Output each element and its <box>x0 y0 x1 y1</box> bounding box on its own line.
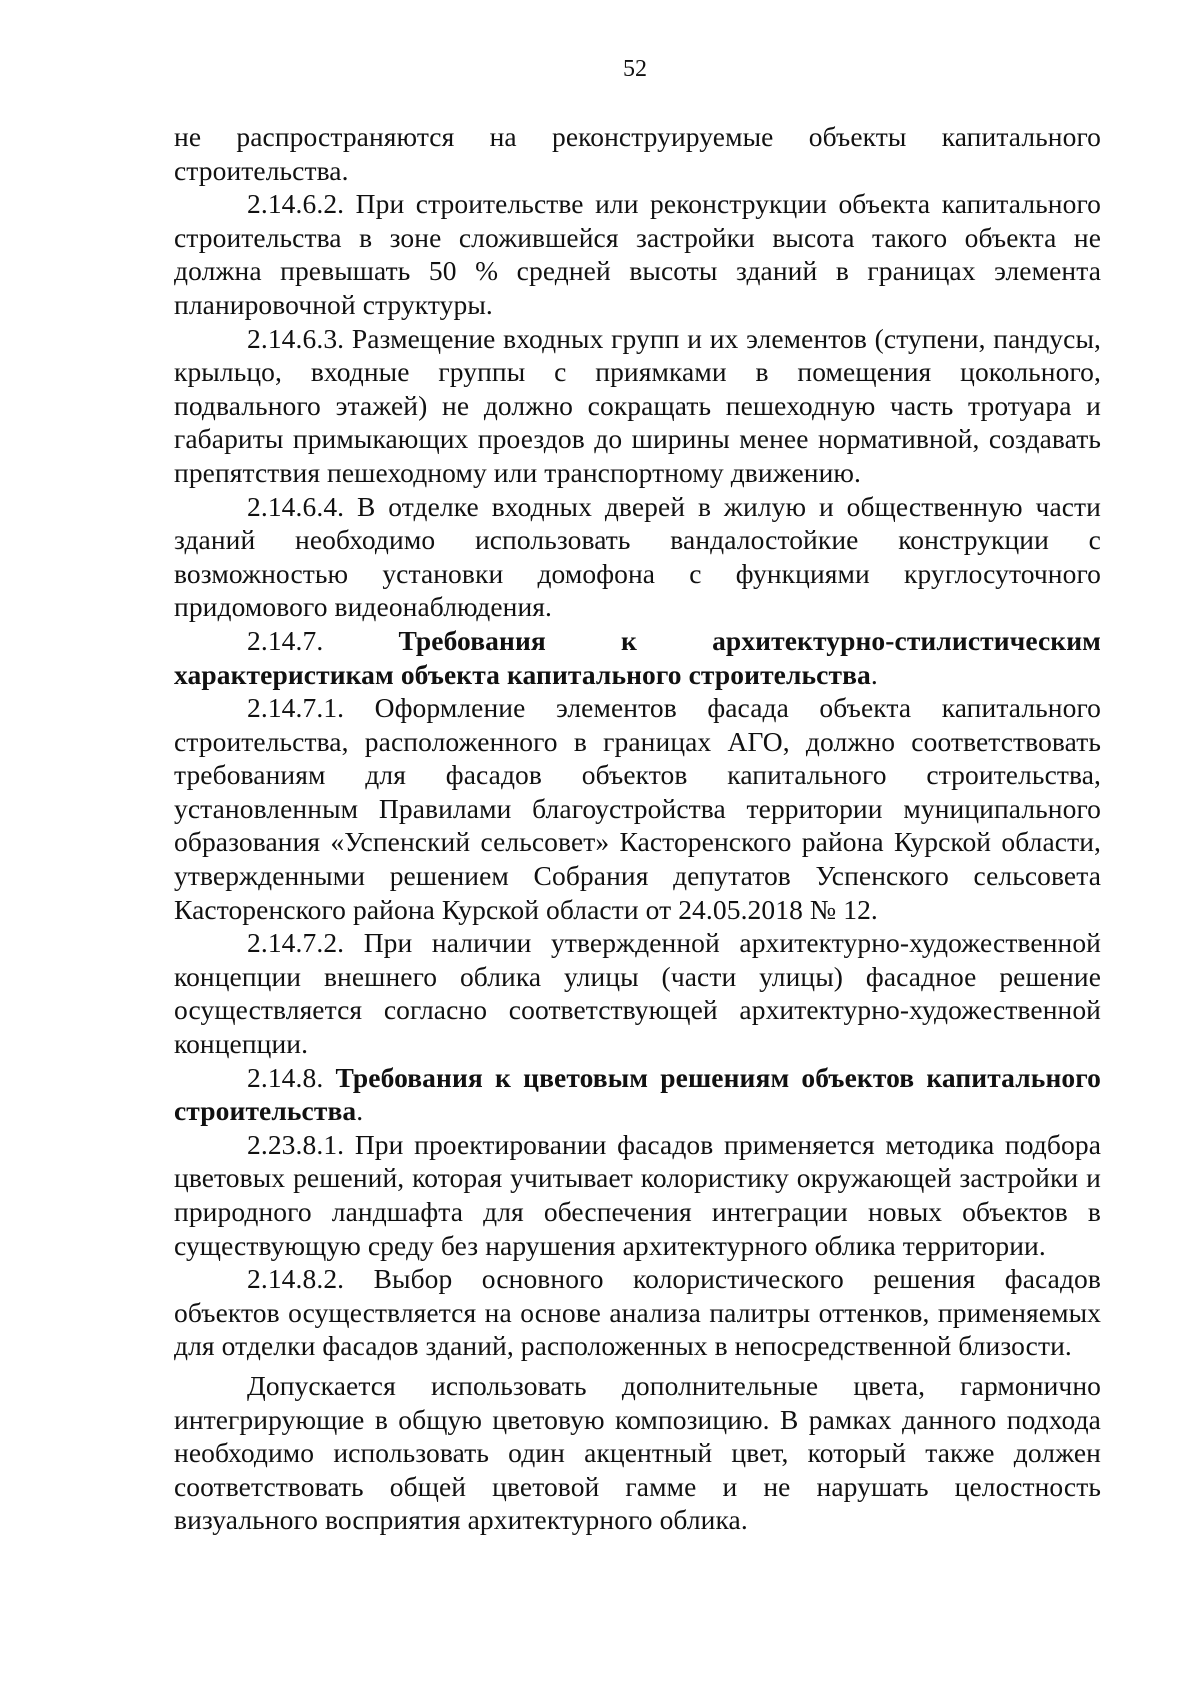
paragraph-2-23-8-1: 2.23.8.1. При проектировании фасадов применяется методика подбора цветовых решений, которая учитывает колористику окружающей застройки и природного ландшафта для обеспечения интеграции новых объектов в существующую среду без нарушения архитектурного облика территории. <box>174 1128 1101 1261</box>
section-heading-2-14-8 <box>174 1061 1101 1128</box>
section-title-end: . <box>870 658 878 690</box>
paragraph-2-14-7-2: 2.14.7.2. При наличии утвержденной архитектурно-художественной концепции внешнего облика улицы (части улицы) фасадное решение осуществляется согласно соответствующей архитектурно-художественной концепции. <box>174 927 1101 1060</box>
paragraph-2-14-6-4: 2.14.6.4. В отделке входных дверей в жилую и общественную части зданий необходимо использовать вандалостойкие конструкции с возможностью установки домофона с функциями круглосуточного придомового видеонаблюдения. <box>174 490 1101 623</box>
paragraph-2-14-6-3: 2.14.6.3. Размещение входных групп и их элементов (ступени, пандусы, крыльцо, входные группы с приямками в помещения цокольного, подвального этажей) не должно сокращать пешеходную часть тротуара и габариты примыкающих проездов до ширины менее нормативной, создавать препятствия пешеходному или транспортному движению. <box>174 322 1101 488</box>
paragraph-continuation: не распространяются на реконструируемые объекты капитального строительства. <box>174 121 1101 186</box>
section-number: 2.14.8. <box>247 1061 324 1093</box>
section-heading-2-14-7 <box>174 624 1101 691</box>
paragraph-additional-colors: Допускается использовать дополнительные цвета, гармонично интегрирующие в общую цветовую композицию. В рамках данного подхода необходимо использовать один акцентный цвет, который также должен соответствовать общей цветовой гамме и не нарушать целостность визуального восприятия архитектурного облика. <box>174 1369 1101 1536</box>
section-number: 2.14.7. <box>247 624 324 656</box>
section-title: Требования к цветовым решениям объектов капитального строительства <box>174 1061 1101 1127</box>
section-title-end: . <box>356 1095 364 1127</box>
paragraph-2-14-8-2: 2.14.8.2. Выбор основного колористического решения фасадов объектов осуществляется на основе анализа палитры оттенков, применяемых для отделки фасадов зданий, расположенных в непосредственной близости. <box>174 1263 1101 1362</box>
paragraph-2-14-7-1: 2.14.7.1. Оформление элементов фасада объекта капитального строительства, расположенного в границах АГО, должно соответствовать требованиям для фасадов объектов капитального строительства, установленным Правилами благоустройства территории муниципального образования «Успенский сельсовет» Касторенского района Курской области, утвержденными решением Собрания депутатов Успенского сельсовета Касторенского района Курской области от 24.05.2018 № 12. <box>174 692 1101 925</box>
section-title: Требования к архитектурно-стилистическим характеристикам объекта капитального строительства <box>174 624 1101 690</box>
page-number: 52 <box>623 56 647 82</box>
document-body <box>174 120 1101 1537</box>
paragraph-2-14-6-2: 2.14.6.2. При строительстве или реконструкции объекта капитального строительства в зоне сложившейся застройки высота такого объекта не должна превышать 50 % средней высоты зданий в границах элемента планировочной структуры. <box>174 188 1101 320</box>
